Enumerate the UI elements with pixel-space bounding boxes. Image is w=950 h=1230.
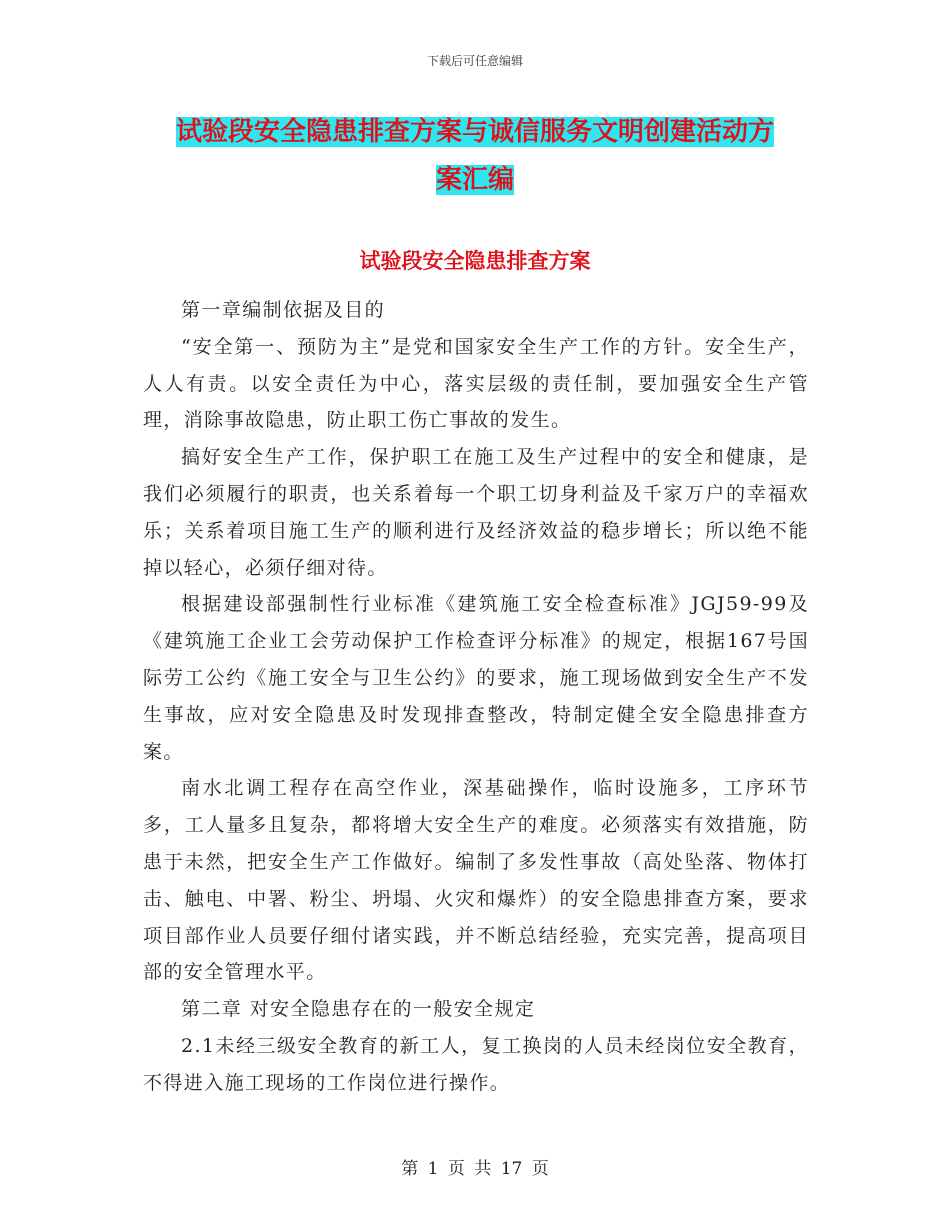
body-paragraph: 2.1未经三级安全教育的新工人，复工换岗的人员未经岗位安全教育，不得进入施工现场的工作岗位进行操作。 xyxy=(143,1034,809,1094)
main-title-line-1: 试验段安全隐患排查方案与诚信服务文明创建活动方 xyxy=(175,117,774,147)
document-main-title xyxy=(140,108,810,204)
chapter-heading: 第二章 对安全隐患存在的一般安全规定 xyxy=(181,998,536,1021)
chapter-heading: 第一章编制依据及目的 xyxy=(181,299,386,321)
document-body xyxy=(143,292,809,1102)
body-paragraph: 南水北调工程存在高空作业，深基础操作，临时设施多，工序环节多，工人量多且复杂，都将增大安全生产的难度。必须落实有效措施，防患于未然，把安全生产工作做好。编制了多发性事故（高处坠落、物体打击、触电、中署、粉尘、坍塌、火灾和爆炸）的安全隐患排查方案，要求项目部作业人员要仔细付诸实践，并不断总结经验，充实完善，提高项目部的安全管理水平。 xyxy=(143,777,809,984)
section-title: 试验段安全隐患排查方案 xyxy=(359,248,591,273)
page-indicator: 第 1 页 共 17 页 xyxy=(401,1159,549,1179)
body-paragraph: 搞好安全生产工作，保护职工在施工及生产过程中的安全和健康，是我们必须履行的职责，也关系着每一个职工切身利益及千家万户的幸福欢乐；关系着项目施工生产的顺利进行及经济效益的稳步增长；所以绝不能掉以轻心，必须仔细对待。 xyxy=(143,446,809,579)
body-paragraph: 根据建设部强制性行业标准《建筑施工安全检查标准》JGJ59-99及《建筑施工企业工会劳动保护工作检查评分标准》的规定，根据167号国际劳工公约《施工安全与卫生公约》的要求，施工现场做到安全生产不发生事故，应对安全隐患及时发现排查整改，特制定健全安全隐患排查方案。 xyxy=(143,593,809,763)
header-note: 下载后可任意编辑 xyxy=(426,54,523,68)
main-title-line-2: 案汇编 xyxy=(435,165,514,195)
body-paragraph: “安全第一、预防为主”是党和国家安全生产工作的方针。安全生产，人人有责。以安全责任为中心，落实层级的责任制，要加强安全生产管理，消除事故隐患，防止职工伤亡事故的发生。 xyxy=(143,335,809,432)
